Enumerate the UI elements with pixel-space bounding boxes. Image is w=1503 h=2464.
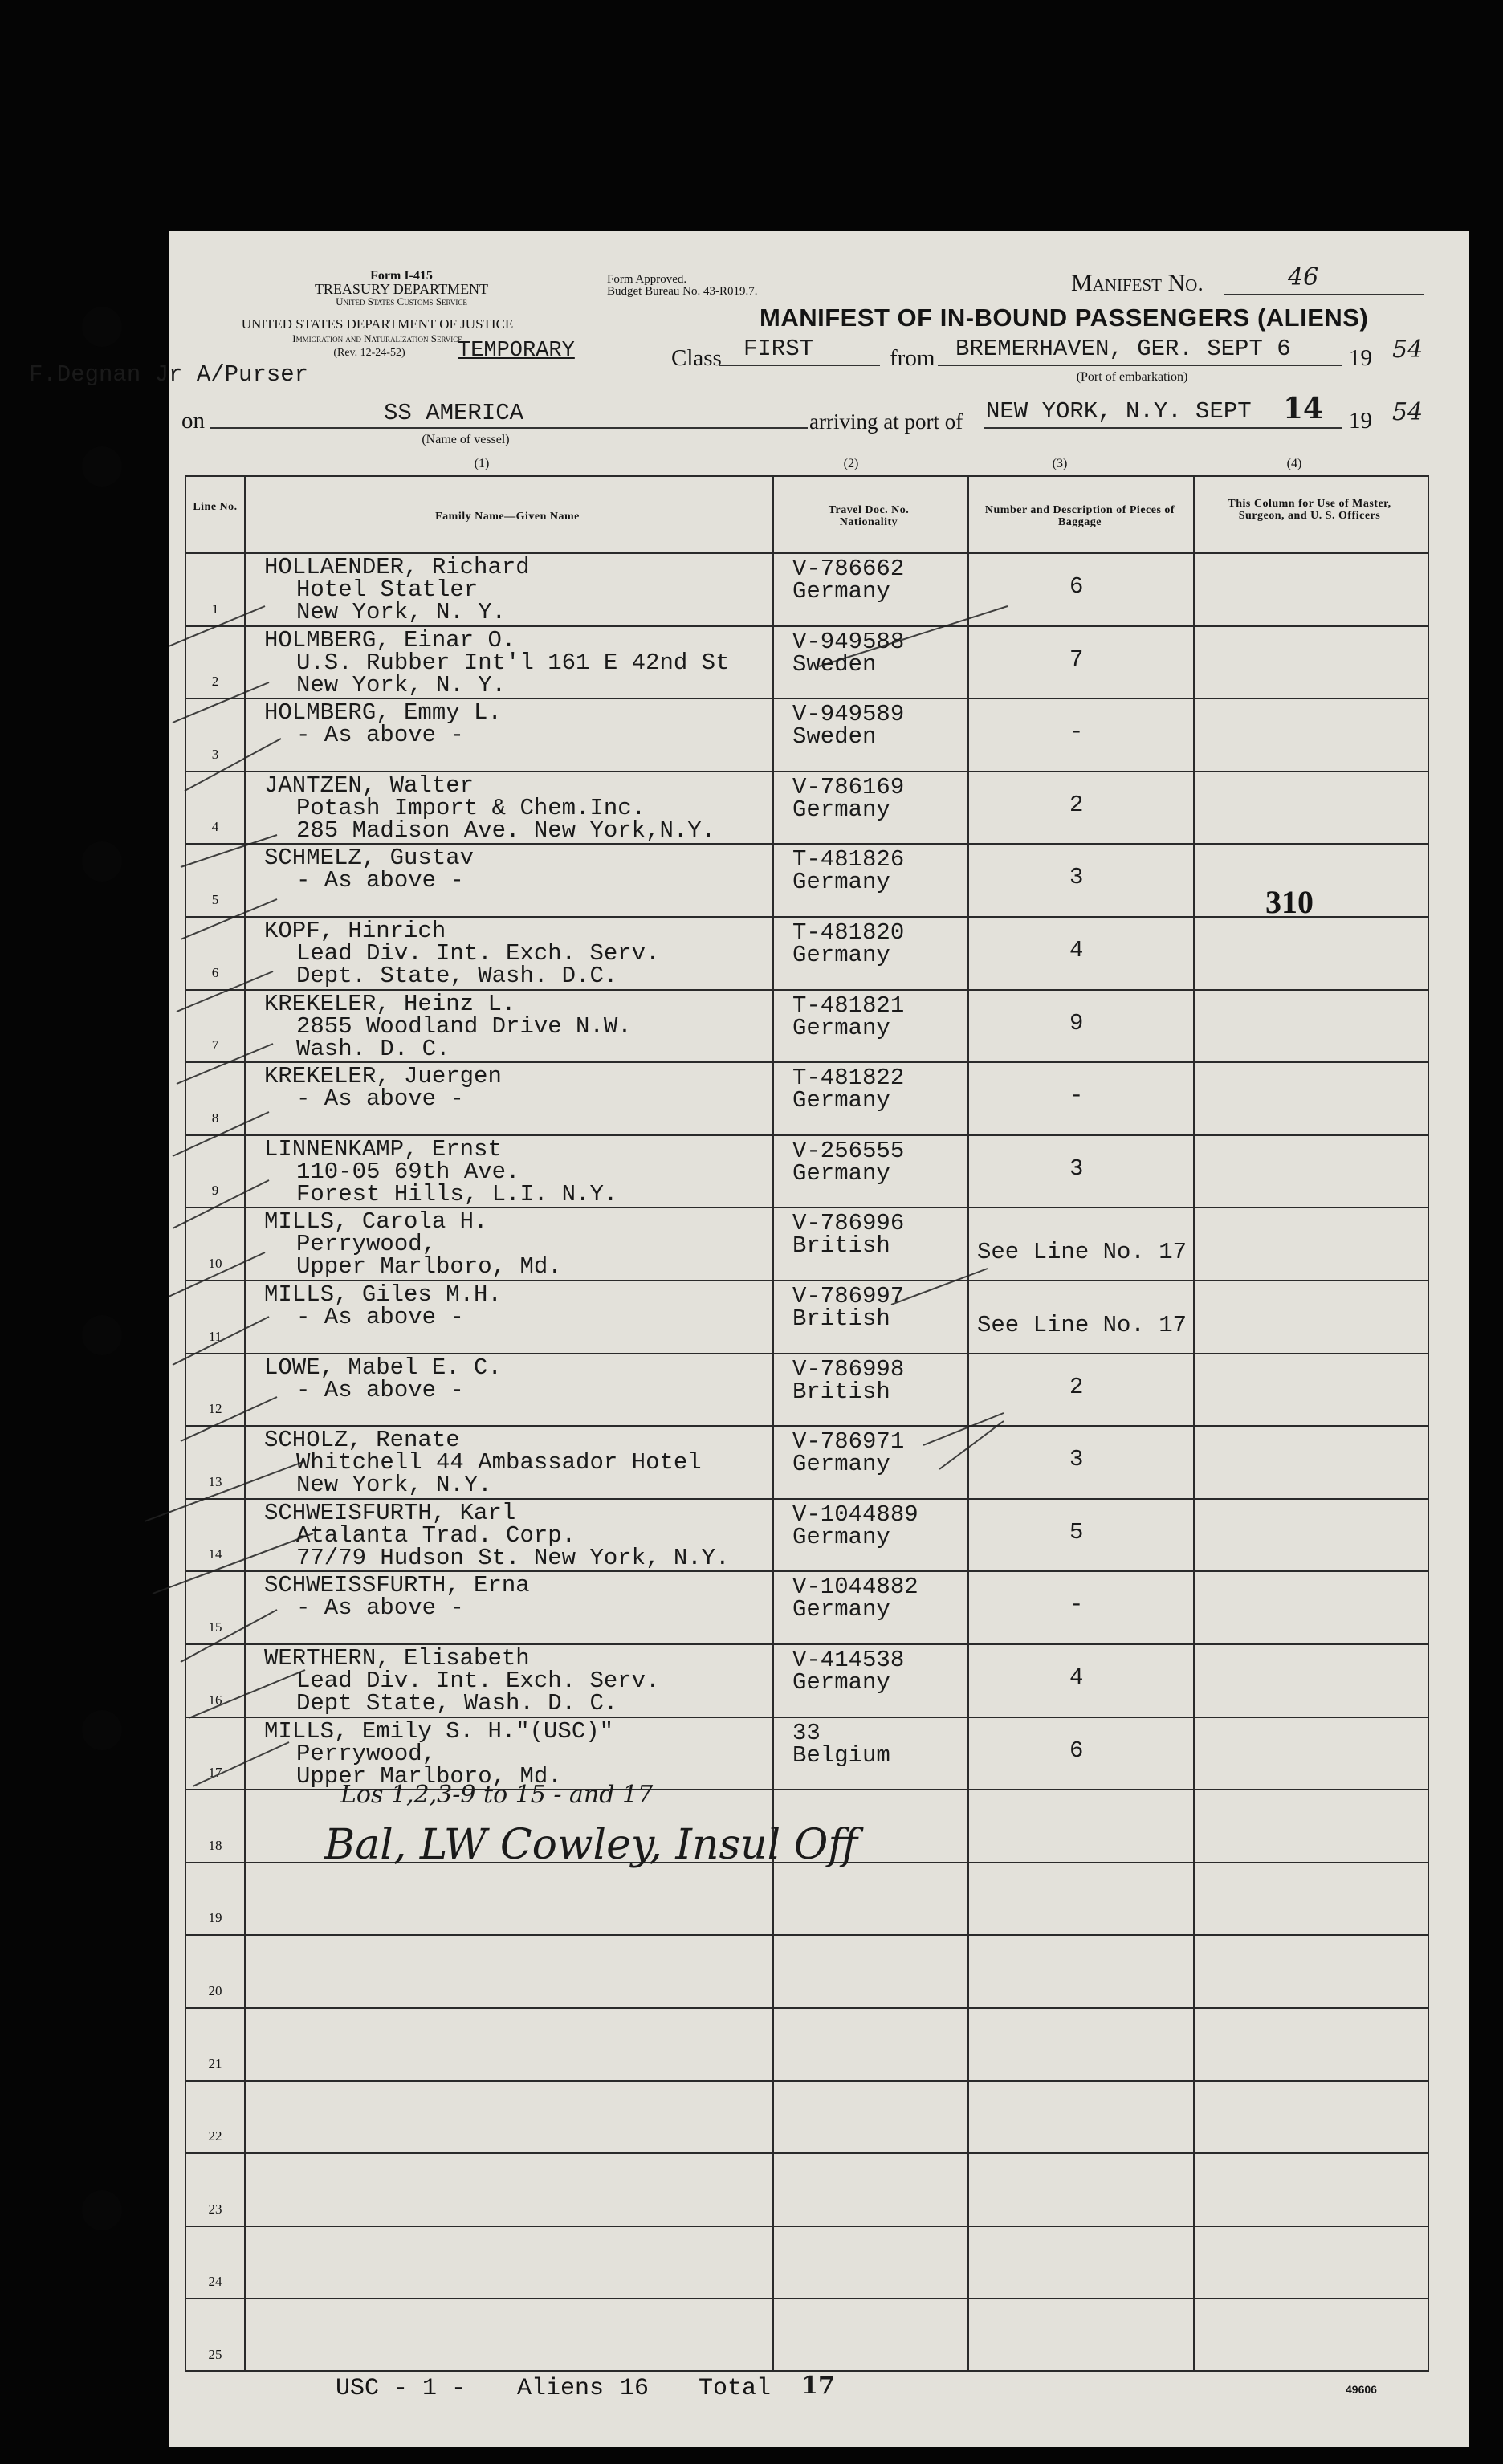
line-number: 12 xyxy=(208,1401,222,1417)
treasury-dept: TREASURY DEPARTMENT xyxy=(314,281,489,297)
line-number: 10 xyxy=(208,1256,222,1271)
passenger-name: KOPF, Hinrich xyxy=(264,918,446,944)
class-line xyxy=(719,365,880,366)
passenger-address-2: Wash. D. C. xyxy=(296,1035,450,1062)
col-divider xyxy=(772,477,774,2370)
line-number: 19 xyxy=(208,1910,222,1926)
passenger-address-1: U.S. Rubber Int'l 161 E 42nd St xyxy=(296,649,730,676)
class-value: FIRST xyxy=(743,336,814,362)
vessel-name: SS AMERICA xyxy=(384,400,524,426)
manifest-number-label: Manifest No. xyxy=(1071,270,1204,296)
budget-bureau: Budget Bureau No. 43-R019.7. xyxy=(607,285,758,298)
vessel-caption: (Name of vessel) xyxy=(422,433,510,446)
passenger-address-2: Forest Hills, L.I. N.Y. xyxy=(296,1180,618,1208)
footer-aliens-count: 16 xyxy=(620,2375,650,2402)
travel-doc-no: T-481820 xyxy=(792,919,905,946)
passenger-address-2: New York, N. Y. xyxy=(296,671,507,698)
row-rule xyxy=(186,1934,1428,1936)
passenger-name: SCHMELZ, Gustav xyxy=(264,845,475,872)
passenger-address-1: Potash Import & Chem.Inc. xyxy=(296,794,646,821)
nationality: Germany xyxy=(792,1451,890,1478)
baggage-count: - xyxy=(1069,1082,1084,1110)
arrival-year: 54 xyxy=(1392,398,1424,426)
passenger-address-1: 2855 Woodland Drive N.W. xyxy=(296,1012,632,1040)
nationality: Germany xyxy=(792,1669,890,1696)
doc-header: Travel Doc. No. Nationality xyxy=(828,504,910,528)
baggage-count: 9 xyxy=(1069,1009,1084,1037)
baggage-count: 7 xyxy=(1069,646,1084,673)
passenger-name: WERTHERN, Elisabeth xyxy=(264,1645,530,1672)
passenger-address-2: New York, N. Y. xyxy=(296,599,507,625)
arrival-year-prefix: 19 xyxy=(1349,408,1372,434)
travel-doc-no: V-949588 xyxy=(792,628,905,655)
passenger-address-1: - As above - xyxy=(296,867,464,894)
footer-total-count: 17 xyxy=(801,2372,835,2400)
passenger-address-1: Lead Div. Int. Exch. Serv. xyxy=(296,940,660,967)
travel-doc-no: T-481826 xyxy=(792,846,905,874)
baggage-count: - xyxy=(1069,1591,1084,1619)
passenger-name: MILLS, Giles M.H. xyxy=(264,1281,502,1308)
column-number-4: (4) xyxy=(1286,457,1302,470)
customs-service: United States Customs Service xyxy=(336,295,467,307)
footer-total-label: Total xyxy=(699,2375,772,2402)
arriving-label: arriving at port of xyxy=(809,409,963,434)
line-number: 22 xyxy=(208,2128,222,2144)
line-number: 4 xyxy=(211,819,219,835)
passenger-name: MILLS, Emily S. H."(USC)" xyxy=(264,1717,614,1745)
line-number: 14 xyxy=(208,1546,222,1562)
travel-doc-no: V-786662 xyxy=(792,556,905,582)
form-number: Form I-415 xyxy=(370,269,433,283)
row-rule xyxy=(186,2226,1428,2227)
col-divider xyxy=(967,477,969,2370)
justice-dept: UNITED STATES DEPARTMENT OF JUSTICE xyxy=(241,316,514,332)
binder-hole xyxy=(82,1315,122,1355)
arrival-port: NEW YORK, N.Y. SEPT xyxy=(986,398,1252,425)
line-number: 11 xyxy=(208,1328,222,1344)
nationality: British xyxy=(792,1378,890,1405)
line-number: 7 xyxy=(211,1037,219,1053)
baggage-count: 2 xyxy=(1069,1373,1084,1400)
binder-hole xyxy=(82,307,122,347)
baggage-count: 6 xyxy=(1069,573,1084,600)
footer-aliens-label: Aliens xyxy=(517,2375,605,2402)
passenger-address-2: Upper Marlboro, Md. xyxy=(296,1762,562,1790)
baggage-count: 3 xyxy=(1069,864,1084,891)
travel-doc-no: V-786996 xyxy=(792,1210,905,1237)
baggage-count: 2 xyxy=(1069,791,1084,818)
passenger-address-2: New York, N.Y. xyxy=(296,1472,492,1499)
passenger-name: SCHWEISSFURTH, Erna xyxy=(264,1572,530,1599)
nationality: Germany xyxy=(792,1523,890,1550)
passenger-address-1: Perrywood, xyxy=(296,1740,437,1767)
passenger-address-2: Dept State, Wash. D. C. xyxy=(296,1690,618,1717)
travel-doc-no: V-949589 xyxy=(792,701,905,728)
ins-service: Immigration and Naturalization Service xyxy=(292,332,462,344)
passenger-name: HOLLAENDER, Richard xyxy=(264,554,530,580)
line-no-header: Line No. xyxy=(193,501,238,513)
line-number: 15 xyxy=(208,1619,222,1635)
manifest-number: 46 xyxy=(1288,263,1319,291)
passenger-name: LOWE, Mabel E. C. xyxy=(264,1354,502,1381)
passenger-address-2: 285 Madison Ave. New York,N.Y. xyxy=(296,817,716,844)
line-number: 24 xyxy=(208,2274,222,2290)
row-rule xyxy=(186,2007,1428,2009)
baggage-header: Number and Description of Pieces of Baggage xyxy=(984,504,1175,528)
passenger-address-1: - As above - xyxy=(296,1085,464,1113)
passenger-address-1: Whitchell 44 Ambassador Hotel xyxy=(296,1449,702,1476)
line-number: 13 xyxy=(208,1473,222,1489)
from-label: from xyxy=(890,345,935,371)
line-number: 21 xyxy=(208,2055,222,2071)
baggage-count: - xyxy=(1069,719,1084,746)
nationality: Germany xyxy=(792,1014,890,1041)
line-number: 20 xyxy=(208,1983,222,1998)
nationality: British xyxy=(792,1232,890,1260)
officers-header: This Column for Use of Master, Surgeon, and U. S. Officers xyxy=(1228,498,1391,522)
on-label: on xyxy=(181,408,205,434)
nationality: Sweden xyxy=(792,650,877,678)
binder-hole xyxy=(82,841,122,882)
passenger-address-1: Perrywood, xyxy=(296,1231,437,1258)
passenger-name: MILLS, Carola H. xyxy=(264,1208,488,1236)
binder-hole xyxy=(82,446,122,487)
travel-doc-no: V-1044889 xyxy=(792,1501,918,1528)
passenger-name: HOLMBERG, Einar O. xyxy=(264,626,516,654)
arrival-line xyxy=(984,427,1342,429)
nationality: Germany xyxy=(792,796,890,823)
baggage-count: 6 xyxy=(1069,1737,1084,1764)
handwritten-note-2: Bal, LW Cowley, Insul Off xyxy=(324,1821,858,1869)
line-number: 6 xyxy=(211,964,219,980)
nationality: Germany xyxy=(792,942,890,968)
line-number: 16 xyxy=(208,1692,222,1708)
from-line xyxy=(938,365,1342,366)
name-header: Family Name—Given Name xyxy=(435,511,580,523)
manifest-title: MANIFEST OF IN-BOUND PASSENGERS (ALIENS) xyxy=(760,303,1369,332)
line-number: 3 xyxy=(211,746,219,762)
passenger-address-2: 77/79 Hudson St. New York, N.Y. xyxy=(296,1544,730,1571)
embarkation-caption: (Port of embarkation) xyxy=(1076,370,1188,384)
passenger-address-1: Lead Div. Int. Exch. Serv. xyxy=(296,1668,660,1694)
nationality: Germany xyxy=(792,1087,890,1114)
travel-doc-no: V-256555 xyxy=(792,1137,905,1164)
line-number: 5 xyxy=(211,892,219,907)
from-year-prefix: 19 xyxy=(1349,345,1372,371)
line-number: 9 xyxy=(211,1183,219,1199)
travel-doc-no: T-481821 xyxy=(792,992,905,1019)
column-number-3: (3) xyxy=(1052,457,1068,470)
passenger-table xyxy=(185,475,1429,2372)
nationality: Germany xyxy=(792,1159,890,1187)
col-divider xyxy=(244,477,246,2370)
temporary-stamp: TEMPORARY xyxy=(458,339,575,363)
nationality: Germany xyxy=(792,1596,890,1623)
travel-doc-no: 33 xyxy=(792,1719,821,1746)
column-number-1: (1) xyxy=(474,457,490,470)
nationality: British xyxy=(792,1305,890,1332)
travel-doc-no: V-786169 xyxy=(792,773,905,800)
form-approved: Form Approved. xyxy=(607,273,687,286)
passenger-address-1: - As above - xyxy=(296,1376,464,1403)
footer-usc: USC - 1 - xyxy=(336,2375,466,2402)
binder-hole xyxy=(82,2190,122,2230)
row-rule xyxy=(186,2152,1428,2154)
baggage-count: 3 xyxy=(1069,1446,1084,1473)
passenger-address-1: - As above - xyxy=(296,1594,464,1622)
travel-doc-no: V-786998 xyxy=(792,1355,905,1383)
class-label: Class xyxy=(671,345,722,371)
line-number: 23 xyxy=(208,2201,222,2217)
baggage-count: 3 xyxy=(1069,1155,1084,1182)
row-rule xyxy=(186,2298,1428,2299)
nationality: Sweden xyxy=(792,723,877,751)
manifest-number-line xyxy=(1224,294,1424,295)
nationality: Germany xyxy=(792,869,890,896)
baggage-count: 5 xyxy=(1069,1518,1084,1546)
arrival-day: 14 xyxy=(1283,392,1324,426)
line-number: 8 xyxy=(211,1110,219,1126)
passenger-name: KREKELER, Juergen xyxy=(264,1063,502,1090)
passenger-address-1: - As above - xyxy=(296,722,464,749)
baggage-count: 4 xyxy=(1069,1664,1084,1691)
col-divider xyxy=(1193,477,1195,2370)
passenger-address-2: Dept. State, Wash. D.C. xyxy=(296,963,618,989)
passenger-name: LINNENKAMP, Ernst xyxy=(264,1135,502,1163)
passenger-address-1: - As above - xyxy=(296,1304,464,1330)
form-code: 49606 xyxy=(1346,2383,1377,2396)
line-number: 1 xyxy=(211,601,219,617)
travel-doc-no: V-414538 xyxy=(792,1647,905,1673)
binder-hole xyxy=(82,1710,122,1750)
travel-doc-no: V-786997 xyxy=(792,1283,905,1309)
vessel-line xyxy=(210,427,808,429)
revision: (Rev. 12-24-52) xyxy=(333,347,405,359)
purser: F.Degnan Jr A/Purser xyxy=(29,361,309,388)
baggage-count: 4 xyxy=(1069,937,1084,963)
passenger-name: SCHOLZ, Renate xyxy=(264,1427,460,1454)
column-number-2: (2) xyxy=(843,457,859,470)
handwritten-note-1: Los 1,2,3-9 to 15 - and 17 xyxy=(340,1781,654,1809)
port-of-embarkation: BREMERHAVEN, GER. SEPT 6 xyxy=(955,336,1291,362)
passenger-address-1: Atalanta Trad. Corp. xyxy=(296,1521,576,1549)
line-number: 17 xyxy=(208,1765,222,1781)
passenger-address-2: Upper Marlboro, Md. xyxy=(296,1253,562,1281)
passenger-name: JANTZEN, Walter xyxy=(264,772,475,799)
passenger-name: HOLMBERG, Emmy L. xyxy=(264,699,502,727)
passenger-name: KREKELER, Heinz L. xyxy=(264,990,516,1017)
passenger-address-1: Hotel Statler xyxy=(296,576,479,603)
baggage-count: See Line No. 17 xyxy=(977,1312,1187,1338)
travel-doc-no: V-1044882 xyxy=(792,1574,918,1601)
side-code: 310 xyxy=(1265,884,1314,920)
passenger-name: SCHWEISFURTH, Karl xyxy=(264,1499,516,1526)
travel-doc-no: V-786971 xyxy=(792,1428,905,1456)
line-number: 2 xyxy=(211,674,219,690)
from-year: 54 xyxy=(1392,336,1424,364)
baggage-count: See Line No. 17 xyxy=(977,1239,1187,1266)
travel-doc-no: T-481822 xyxy=(792,1065,905,1092)
line-number: 25 xyxy=(208,2347,222,2362)
line-number: 18 xyxy=(208,1837,222,1853)
passenger-address-1: 110-05 69th Ave. xyxy=(296,1158,520,1185)
nationality: Germany xyxy=(792,578,890,605)
nationality: Belgium xyxy=(792,1741,890,1769)
row-rule xyxy=(186,2080,1428,2082)
